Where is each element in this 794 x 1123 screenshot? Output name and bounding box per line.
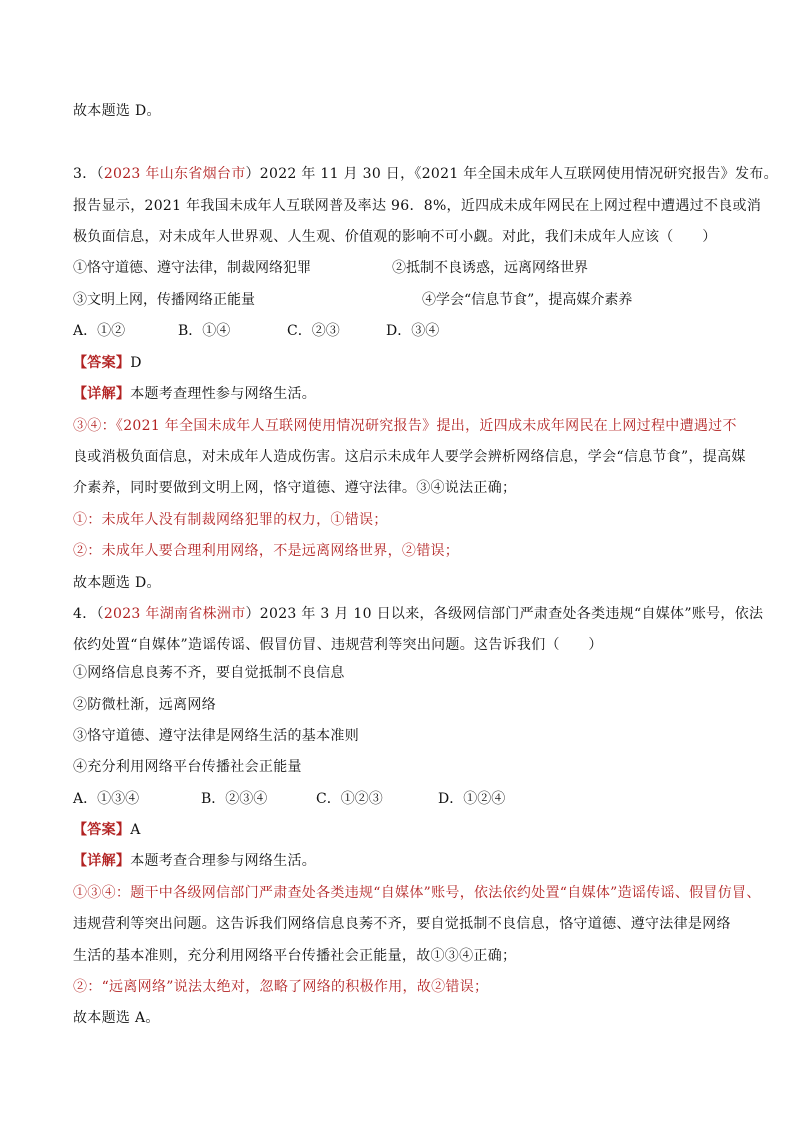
q4-stem-text: ）2023 年 3 月 10 日以来，各级网信部门严肃查处各类违规“自媒体”账号，依法 xyxy=(245,606,764,622)
q3-stem-line-3: 极负面信息，对未成年人世界观、人生观、价值观的影响不可小觑。对此，我们未成年人应该（ ） xyxy=(73,229,717,245)
q3-explanation-2: ①：未成年人没有制裁网络犯罪的权力，①错误； xyxy=(73,512,388,528)
q4-number: 4．（ xyxy=(73,606,104,622)
q3-explanation-1-line-2: 良或消极负面信息，对未成年人造成伤害。这启示未成年人要学会辨析网络信息，学会“信息节食”，提高媒 xyxy=(73,449,746,465)
q3-stem-text: ）2022 年 11 月 30 日，《2021 年全国未成年人互联网使用情况研究报告》发布。 xyxy=(245,166,778,182)
previous-conclusion: 故本题选 D。 xyxy=(73,103,161,119)
q3-explanation-1-line-3: 介素养，同时要做到文明上网，恪守道德、遵守法律。③④说法正确； xyxy=(73,480,517,496)
q3-detail-text: 本题考查理性参与网络生活。 xyxy=(130,386,317,402)
q4-item-4: ④充分利用网络平台传播社会正能量 xyxy=(73,759,302,775)
q3-choice-c: C．②③ xyxy=(287,323,340,339)
q3-detail-tag: 【详解】 xyxy=(73,386,131,402)
q4-detail-tag: 【详解】 xyxy=(73,853,131,869)
q4-detail-text: 本题考查合理参与网络生活。 xyxy=(130,853,317,869)
q3-number: 3．（ xyxy=(73,166,104,182)
q4-explanation-2: ②：“远离网络”说法太绝对，忽略了网络的积极作用，故②错误； xyxy=(73,979,489,995)
q3-answer xyxy=(73,353,142,373)
q3-conclusion: 故本题选 D。 xyxy=(73,575,161,591)
q3-source: 2023 年山东省烟台市 xyxy=(103,166,246,182)
q4-item-2: ②防微杜渐，远离网络 xyxy=(73,697,216,713)
q3-item-2: ②抵制不良诱惑，远离网络世界 xyxy=(392,260,588,276)
q4-explanation-1-line-2: 违规营利等突出问题。这告诉我们网络信息良莠不齐，要自觉抵制不良信息，恪守道德、遵守法律是网络 xyxy=(73,916,731,932)
q3-answer-value: D xyxy=(130,355,142,371)
q3-item-4: ④学会“信息节食”，提高媒介素养 xyxy=(422,292,633,308)
q3-stem-line-2: 报告显示，2021 年我国未成年人互联网普及率达 96．8%，近四成未成年网民在上网过程中遭遇过不良或消 xyxy=(73,198,762,214)
q4-stem-line-2: 依约处置“自媒体”造谣传谣、假冒仿冒、违规营利等突出问题。这告诉我们（ ） xyxy=(73,637,603,653)
q3-detail xyxy=(73,384,316,404)
q3-explanation-3: ②：未成年人要合理利用网络，不是远离网络世界，②错误； xyxy=(73,543,460,559)
q4-stem-line-1 xyxy=(73,604,763,624)
q4-choice-d: D．①②④ xyxy=(438,791,506,807)
q3-choice-d: D．③④ xyxy=(386,323,440,339)
q4-choice-b: B．②③④ xyxy=(201,791,268,807)
q4-answer-value: A xyxy=(130,822,141,838)
q4-item-1: ①网络信息良莠不齐，要自觉抵制不良信息 xyxy=(73,665,345,681)
q3-choice-b: B．①④ xyxy=(178,323,231,339)
q3-choice-a: A．①② xyxy=(73,323,126,339)
q4-answer-tag: 【答案】 xyxy=(73,822,131,838)
q4-choice-a: A．①③④ xyxy=(73,791,140,807)
q4-explanation-1-line-1: ①③④：题干中各级网信部门严肃查处各类违规“自媒体”账号，依法依约处置“自媒体”造谣传谣、假冒仿冒、 xyxy=(73,885,761,901)
q4-explanation-1-line-3: 生活的基本准则，充分利用网络平台传播社会正能量，故①③④正确； xyxy=(73,948,517,964)
q3-answer-tag: 【答案】 xyxy=(73,355,131,371)
q3-item-1: ①恪守道德、遵守法律，制裁网络犯罪 xyxy=(73,260,311,276)
q3-explanation-1-line-1: ③④：《2021 年全国未成年人互联网使用情况研究报告》提出，近四成未成年网民在上网过程中遭遇过不 xyxy=(73,418,737,434)
q3-stem-line-1 xyxy=(73,164,778,184)
q4-choice-c: C．①②③ xyxy=(316,791,383,807)
q3-item-3: ③文明上网，传播网络正能量 xyxy=(73,292,255,308)
q4-conclusion: 故本题选 A。 xyxy=(73,1010,160,1026)
q4-item-3: ③恪守道德、遵守法律是网络生活的基本准则 xyxy=(73,728,359,744)
q4-source: 2023 年湖南省株洲市 xyxy=(103,606,246,622)
q4-detail xyxy=(73,851,316,871)
q4-answer xyxy=(73,820,141,840)
